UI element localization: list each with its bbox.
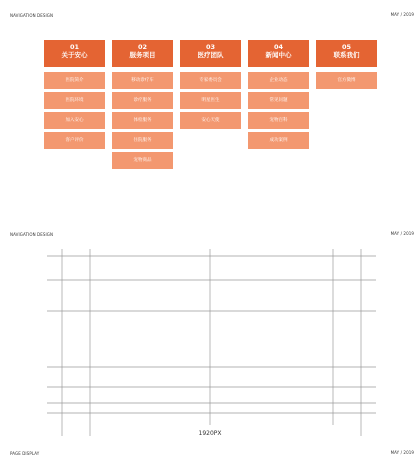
submenu-item-mobile-clinic[interactable]: 移动诊疗车: [112, 72, 173, 89]
nav-title: 服务项目: [129, 51, 156, 59]
section-date: MAY / 2019: [390, 231, 414, 236]
nav-number: 04: [273, 43, 284, 51]
section-label-navigation-design: NAVIGATION DESIGN: [10, 232, 54, 237]
nav-title: 新闻中心: [265, 51, 292, 59]
submenu-item-pet-products[interactable]: 宠物商品: [112, 152, 173, 169]
submenu-item-hospital-intro[interactable]: 医院简介: [44, 72, 105, 89]
submenu-item-customer-reviews[interactable]: 客户评价: [44, 132, 105, 149]
nav-number: 02: [137, 43, 148, 51]
submenu-item-faq[interactable]: 常见问题: [248, 92, 309, 109]
nav-number: 05: [341, 43, 352, 51]
submenu-item-star-doctors[interactable]: 明星医生: [180, 92, 241, 109]
nav-title: 医疗团队: [197, 51, 224, 59]
section-date: MAY / 2019: [390, 450, 414, 455]
submenu-item-success-cases[interactable]: 成功案例: [248, 132, 309, 149]
submenu-item-expert-committee[interactable]: 专家委员会: [180, 72, 241, 89]
submenu-item-official-weibo[interactable]: 官方微博: [316, 72, 377, 89]
section-date: MAY / 2019: [390, 12, 414, 17]
section-label-navigation-design: NAVIGATION DESIGN: [10, 13, 54, 18]
submenu-item-hospital-environment[interactable]: 医院环境: [44, 92, 105, 109]
nav-title: 关于安心: [61, 51, 88, 59]
grid-width-label: 1920PX: [198, 430, 222, 437]
nav-title: 联系我们: [333, 51, 360, 59]
nav-number: 03: [205, 43, 216, 51]
submenu-item-inpatient[interactable]: 住院服务: [112, 132, 173, 149]
submenu-item-angels[interactable]: 安心天使: [180, 112, 241, 129]
submenu-item-checkup[interactable]: 体检服务: [112, 112, 173, 129]
submenu-item-company-news[interactable]: 企业动态: [248, 72, 309, 89]
submenu-item-pet-encyclopedia[interactable]: 宠物百科: [248, 112, 309, 129]
submenu-item-join-us[interactable]: 加入安心: [44, 112, 105, 129]
submenu-item-treatment[interactable]: 诊疗服务: [112, 92, 173, 109]
section-label-page-display: PAGE DISPLAY: [10, 451, 40, 456]
nav-number: 01: [69, 43, 80, 51]
